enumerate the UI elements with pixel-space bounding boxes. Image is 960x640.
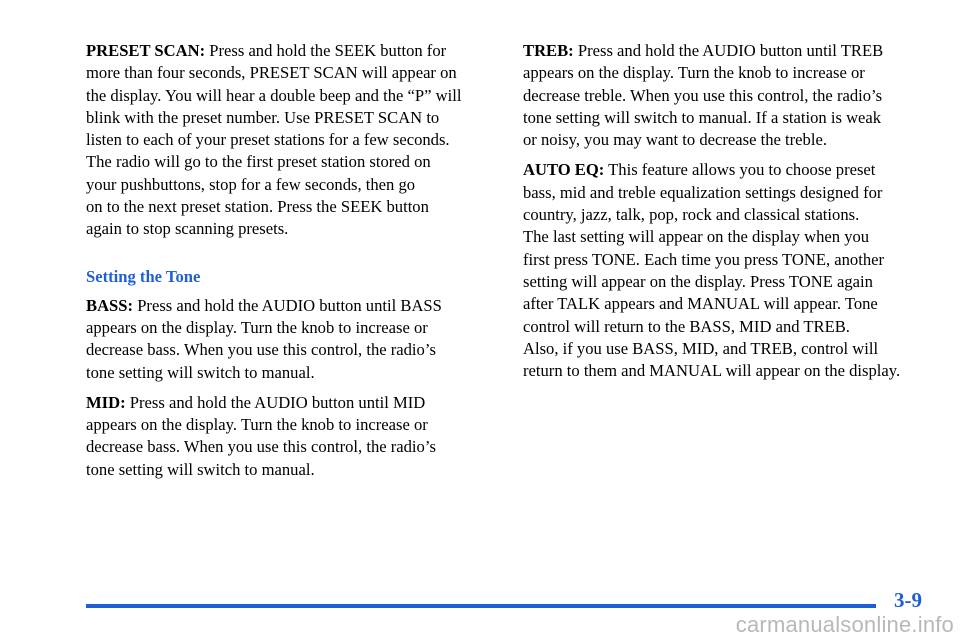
bass-paragraph (86, 295, 506, 384)
left-column (86, 40, 506, 489)
mid-paragraph (86, 392, 506, 481)
setting-the-tone-heading: Setting the Tone (86, 266, 201, 286)
treb-paragraph (523, 40, 933, 151)
treb-term: TREB: (523, 41, 574, 60)
watermark: carmanualsonline.info (735, 612, 954, 637)
bass-term: BASS: (86, 295, 134, 315)
auto-eq-paragraph (523, 159, 933, 382)
bass-text: Press and hold the AUDIO button until BASS appears on the display. Turn the knob to increase or decrease bass. When you use this control, the radio’s tone setting will switch to manual. (86, 295, 442, 382)
right-column (523, 40, 933, 390)
mid-term: MID: (86, 392, 126, 412)
preset-scan-term: PRESET SCAN: (86, 41, 206, 60)
preset-scan-text: Press and hold the SEEK button for more than four seconds, PRESET SCAN will appear on the display. You will hear a double beep and the “P” will blink with the preset number. Use PRESET SCAN to listen to each of your preset stations for a few seconds. The radio will go to the first preset station stored on your pushbuttons, stop for a few seconds, then go on to the next preset station. Press the SEEK button again to stop scanning presets. (86, 41, 462, 239)
auto-eq-text: This feature allows you to choose preset bass, mid and treble equalization settings designed for country, jazz, talk, pop, rock and classical stations. The last setting will appear on the display when you first press TONE. Each time you press TONE, another setting will appear on the display. Press TONE again after TALK appears and MANUAL will appear. Tone control will return to the BASS, MID and TREB. Also, if you use BASS, MID, and TREB, control will return to them and MANUAL will appear on the display. (523, 160, 901, 381)
treb-text: Press and hold the AUDIO button until TREB appears on the display. Turn the knob to increase or decrease treble. When you use this control, the radio’s tone setting will switch to manual. If a station is weak or noisy, you may want to decrease the treble. (523, 41, 884, 150)
footer-rule (86, 604, 876, 608)
preset-scan-paragraph (86, 40, 506, 241)
auto-eq-term: AUTO EQ: (523, 160, 605, 180)
page-number: 3-9 (894, 588, 922, 612)
mid-text: Press and hold the AUDIO button until MID appears on the display. Turn the knob to increase or decrease bass. When you use this control, the radio’s tone setting will switch to manual. (86, 392, 436, 479)
